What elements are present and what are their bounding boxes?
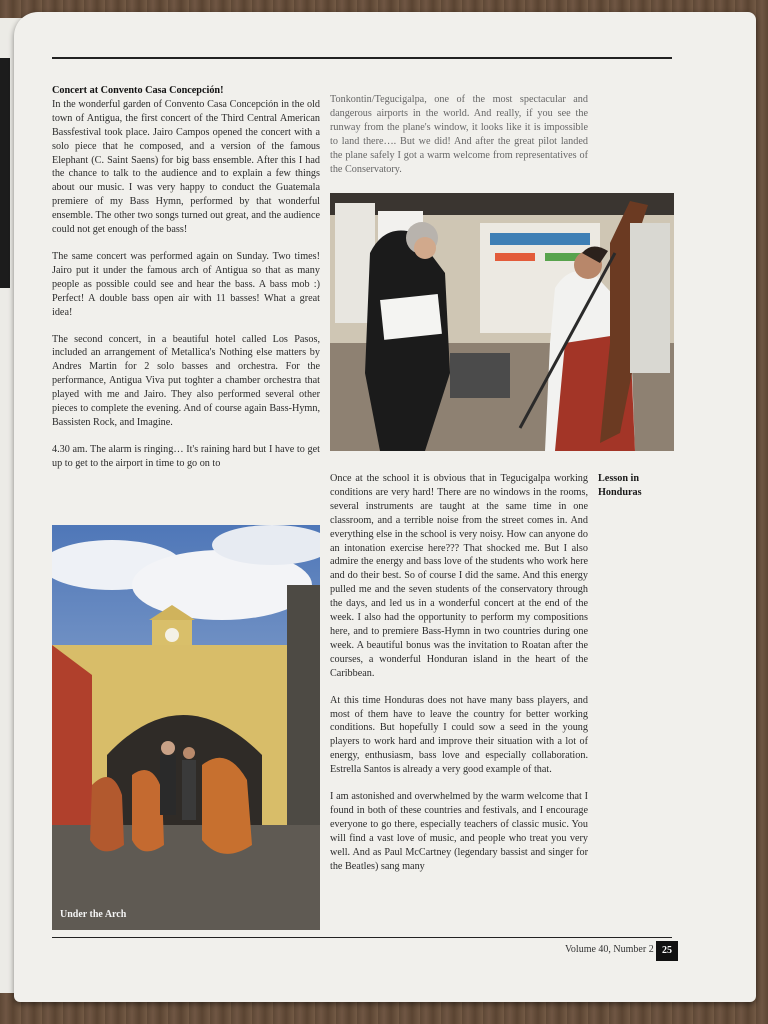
right-column-top <box>330 93 588 189</box>
arch-image <box>52 525 320 930</box>
left-column <box>52 84 320 484</box>
section-sidenote: Lesson in Honduras <box>598 473 642 498</box>
photo-caption: Under the Arch <box>60 909 127 920</box>
paragraph: 4.30 am. The alarm is ringing… It's raining hard but I have to get up to get to the airport in time to go on to <box>52 443 320 469</box>
paragraph: Tonkontin/Tegucigalpa, one of the most spectacular and dangerous airports in the world. And really, if you see the runway from the plane's window, it looks like it is impossible to land there…. But we did! And after the great pilot landed the plane safely I got a warm welcome from representatives of the Conservatory. <box>330 94 588 175</box>
volume-label: Volume 40, Number 2 <box>565 944 654 955</box>
paragraph: I am astonished and overwhelmed by the warm welcome that I found in both of these countries and festivals, and I encourage everyone to go there, especially teachers of classic music. You will find a vast love of music, and people who treat you very well. And as Paul McCartney (legendary bassist and singer for the Beatles) sang many <box>330 791 588 872</box>
classroom-image <box>330 193 674 451</box>
paragraph: Once at the school it is obvious that in Tegucigalpa working conditions are very hard! There are no windows in the rooms, several instruments are taught at the same time in one classroom, and a terrible noise from the street comes in. And everything else in the school is very noisy. How can anyone do an intonation exercise here??? That shocked me. But I also admire the energy and bass love of the students who work here and do their best. So of course I did the same. And this energy pulled me and the seven students of the conservatory through the days, and led us in a wonderful concert at the end of the week. I also had the opportunity to perform my compositions here, and to premiere Bass-Hymn in two countries during one week. A beautiful bonus was the invitation to Roatan after the courses, a wonderful Honduran island in the heart of the Caribbean. <box>330 473 588 679</box>
paragraph: The second concert, in a beautiful hotel called Los Pasos, included an arrangement of Metallica's Nothing else matters by Andres Martin for 2 solo basses and orchestra. For the performance, Antigua Viva put toghter a chamber orchestra that played with me and Jairo. They also performed several other pieces to complete the evening. And of course again Bass-Hymn, Bassisten Rock, and Imagine. <box>52 333 320 428</box>
paragraph: In the wonderful garden of Convento Casa Concepción in the old town of Antigua, the first concert of the Third Central American Bassfestival took place. Jairo Campos opened the concert with a solo piece that he composed, and a version of the famous Elephant (C. Saint Saens) for big bass ensemble. After this I had the chance to talk to the audience and to explain a few things about our music. I was very happy to conduct the Guatemala premiere of my Bass Hymn, performed by that wonderful ensemble. The other two songs turned out great, and the audience could not get enough of the bass! <box>52 98 320 236</box>
paragraph: The same concert was performed again on Sunday. Two times! Jairo put it under the famous arch of Antigua so that as many people as possible could see and hear the bass. A bass mob :) Perfect! A double bass open air with 11 basses! What a great idea! <box>52 250 320 318</box>
right-column-bottom <box>330 472 588 886</box>
page-number: 25 <box>656 941 678 961</box>
top-rule <box>52 57 672 59</box>
classroom-photo <box>330 193 674 451</box>
concert-section <box>52 84 320 237</box>
section-heading: Concert at Convento Casa Concepción! <box>52 85 224 96</box>
paragraph: At this time Honduras does not have many bass players, and most of them have to leave the country for better working conditions. But hopefully I could sow a seed in the young players to work hard and improve their situation with a lot of energy, enthusiasm, bass love and especially collaboration. Estrella Santos is already a very good example of that. <box>330 694 588 776</box>
arch-photo <box>52 525 320 930</box>
bottom-rule <box>52 937 672 938</box>
